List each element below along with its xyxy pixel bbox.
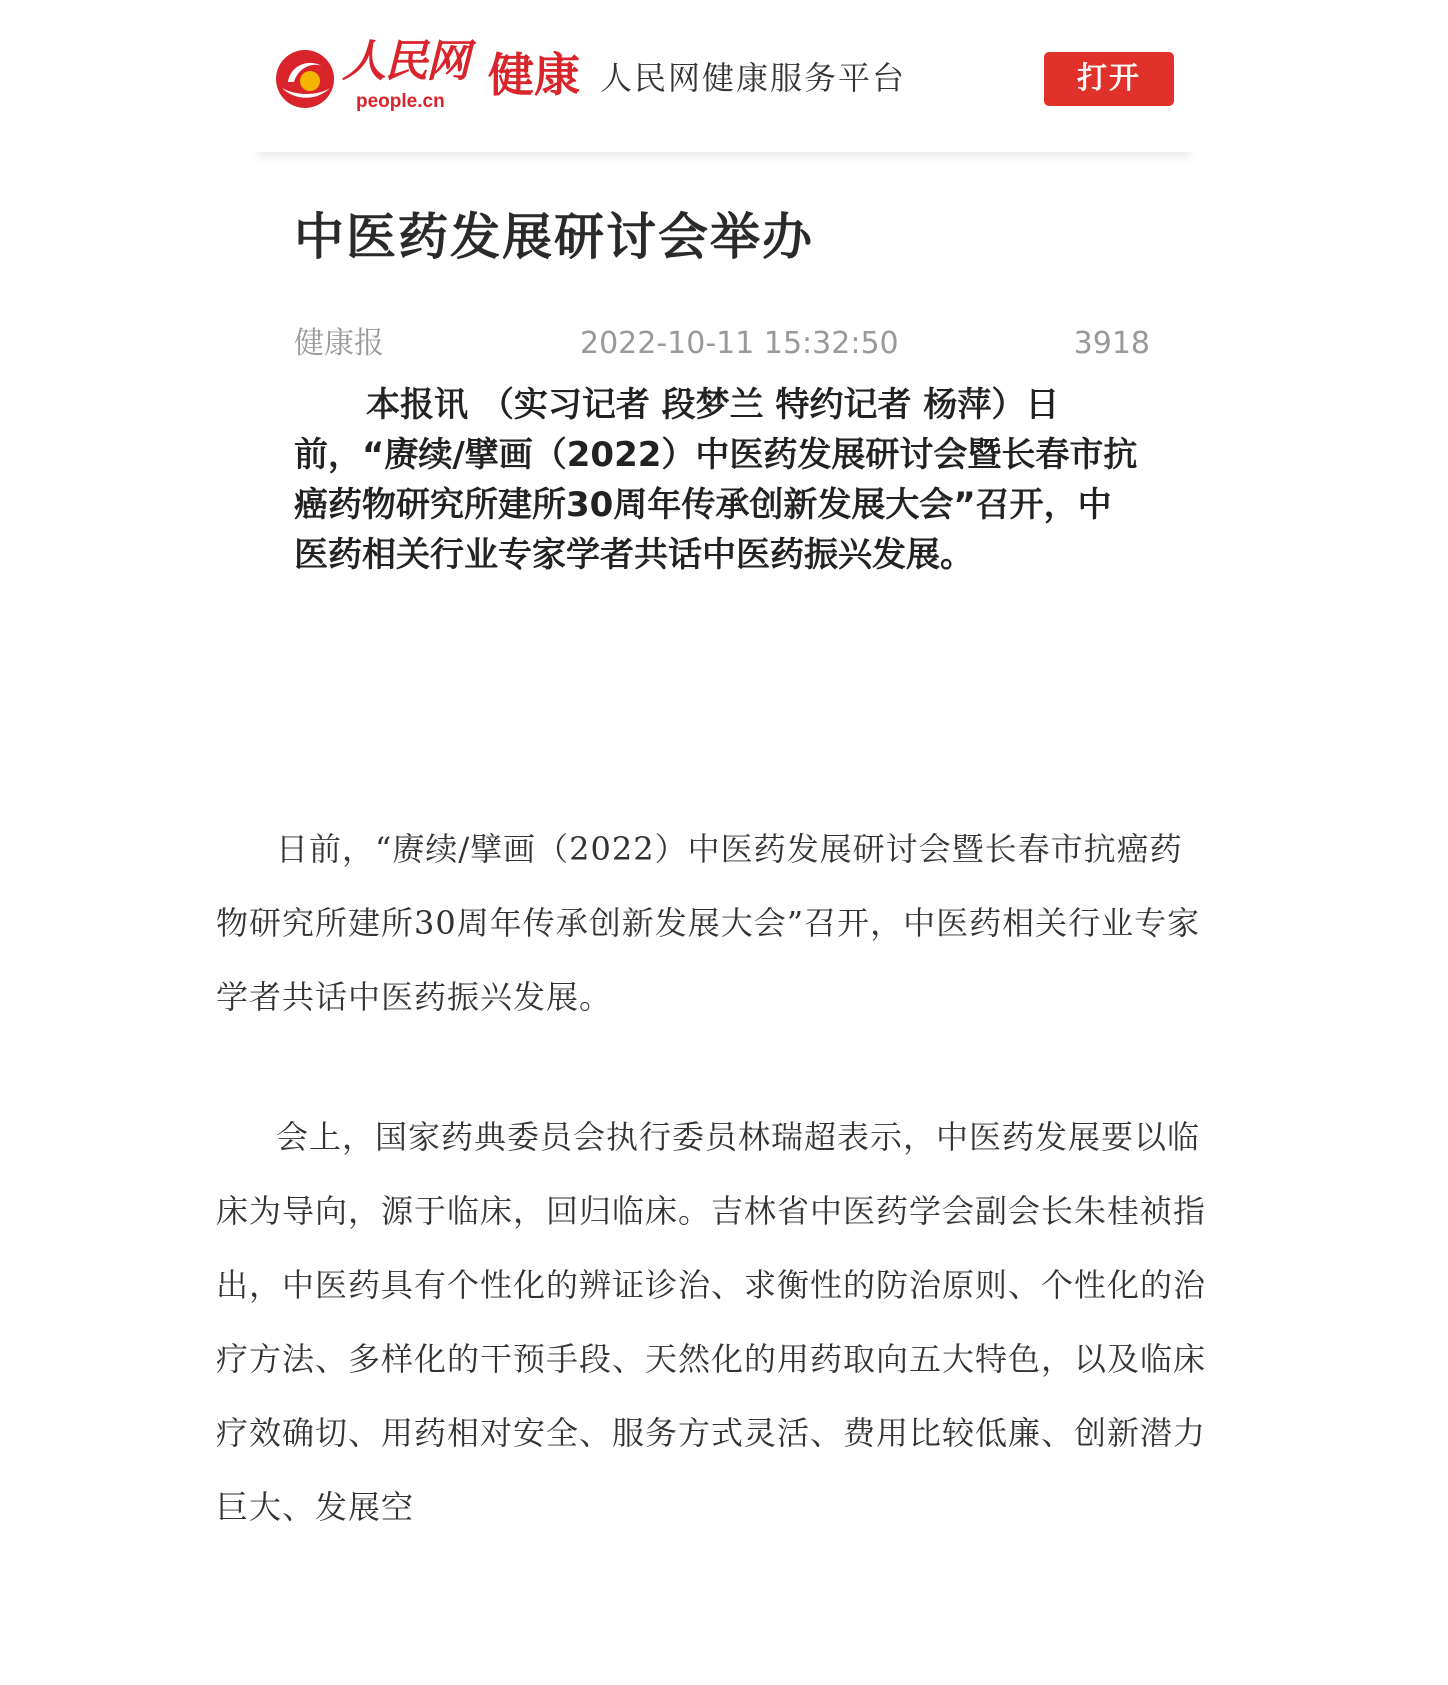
article-paragraph: 会上，国家药典委员会执行委员林瑞超表示，中医药发展要以临床为导向，源于临床，回归临床。吉林省中医药学会副会长朱桂祯指出，中医药具有个性化的辨证诊治、求衡性的防治原则、个性化的治疗方法、多样化的干预手段、天然化的用药取向五大特色，以及临床疗效确切、用药相对安全、服务方式灵活、费用比较低廉、创新潜力巨大、发展空 (216, 1118, 1207, 1526)
article-meta (294, 324, 1150, 364)
article-lead: 本报讯 （实习记者 段梦兰 特约记者 杨萍）日前，“赓续/擘画（2022）中医药发展研讨会暨长春市抗癌药物研究所建所30周年传承创新发展大会”召开，中医药相关行业专家学者共话中医药振兴发展。 (294, 385, 1138, 575)
channel-name: 健康 (488, 48, 580, 102)
article-source: 健康报 (294, 326, 384, 361)
article-view-count: 3918 (1073, 326, 1150, 361)
platform-name: 人民网健康服务平台 (600, 59, 907, 97)
people-logo-icon (274, 48, 336, 110)
article-paragraph: 日前，“赓续/擘画（2022）中医药发展研讨会暨长春市抗癌药物研究所建所30周年传承创新发展大会”召开，中医药相关行业专家学者共话中医药振兴发展。 (216, 830, 1201, 1016)
article-title: 中医药发展研讨会举办 (294, 208, 814, 266)
app-header (252, 0, 1196, 152)
logo-wordmark: 人民网 (342, 36, 468, 87)
logo-domain: people.cn (356, 91, 445, 112)
article-datetime: 2022-10-11 15:32:50 (580, 326, 899, 361)
open-app-button[interactable]: 打开 (1044, 52, 1174, 106)
